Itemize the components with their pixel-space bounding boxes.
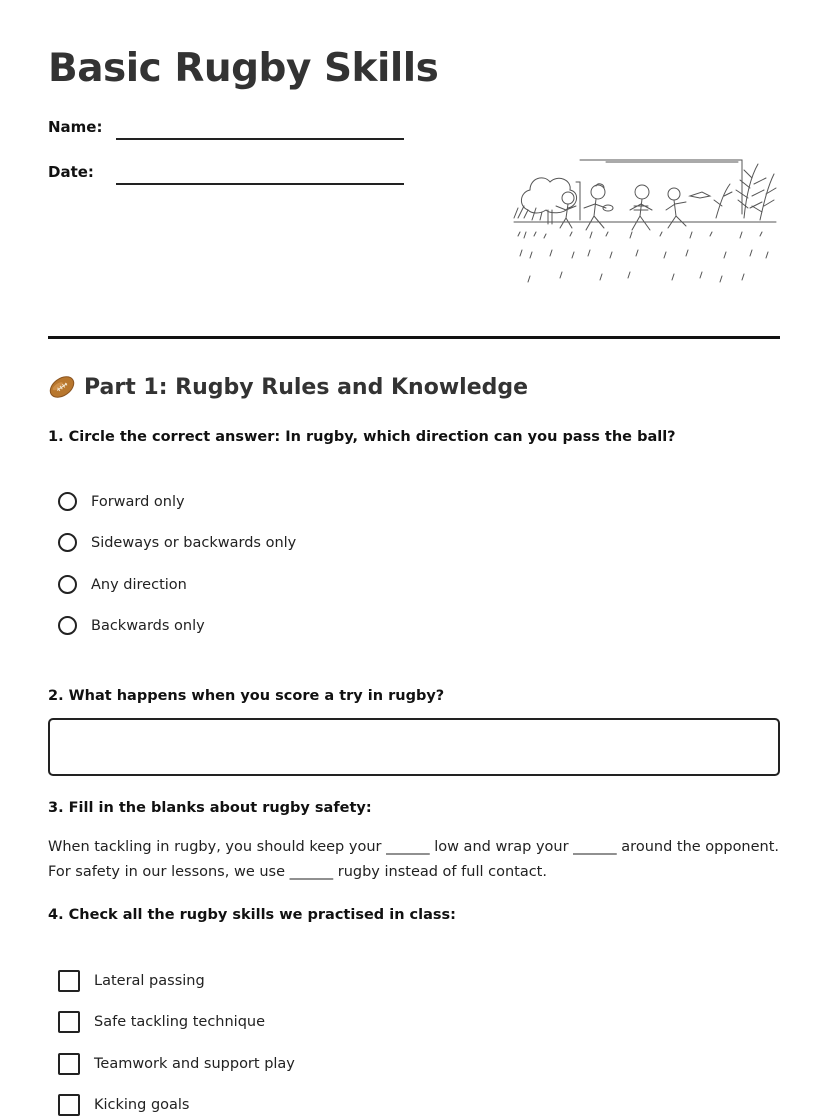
checkbox-icon[interactable]: [58, 1094, 80, 1116]
q1-option-label: Backwards only: [91, 617, 205, 634]
question-4: 4. Check all the rugby skills we practised in class:: [48, 907, 456, 923]
q3-fill-in-paragraph: When tackling in rugby, you should keep your ______ low and wrap your ______ around the opponent. For safety in our lessons, we use ______ rugby instead of full contact.: [48, 839, 780, 880]
checkbox-icon[interactable]: [58, 1011, 80, 1033]
checkbox-icon[interactable]: [58, 970, 80, 992]
q4-option-4[interactable]: [58, 1094, 189, 1116]
section-divider: [48, 336, 780, 339]
date-field[interactable]: [116, 183, 404, 185]
q4-option-label: Teamwork and support play: [94, 1056, 295, 1072]
checkbox-icon[interactable]: [58, 1053, 80, 1075]
q1-option-3[interactable]: [58, 575, 187, 594]
q1-option-1[interactable]: [58, 492, 185, 511]
radio-circle-icon[interactable]: [58, 533, 77, 552]
date-label: Date:: [48, 163, 94, 181]
name-field[interactable]: [116, 138, 404, 140]
q4-option-1[interactable]: [58, 970, 205, 992]
children-playing-rugby-illustration: [510, 148, 782, 296]
q2-answer-box[interactable]: [48, 718, 780, 776]
question-2: 2. What happens when you score a try in rugby?: [48, 688, 445, 704]
radio-circle-icon[interactable]: [58, 492, 77, 511]
radio-circle-icon[interactable]: [58, 575, 77, 594]
question-3: 3. Fill in the blanks about rugby safety:: [48, 800, 372, 816]
rugby-ball-icon: [48, 373, 76, 401]
q1-option-2[interactable]: [58, 533, 296, 552]
q1-option-4[interactable]: [58, 616, 205, 635]
part-1-heading: [48, 373, 528, 401]
q4-option-label: Kicking goals: [94, 1097, 190, 1113]
q1-option-label: Any direction: [91, 576, 187, 593]
q4-option-label: Lateral passing: [94, 973, 205, 989]
q4-option-label: Safe tackling technique: [94, 1014, 266, 1030]
part-1-title: Part 1: Rugby Rules and Knowledge: [84, 374, 529, 400]
q1-option-label: Forward only: [91, 493, 185, 510]
radio-circle-icon[interactable]: [58, 616, 77, 635]
question-1: 1. Circle the correct answer: In rugby, which direction can you pass the ball?: [48, 429, 676, 445]
worksheet-title: Basic Rugby Skills: [48, 46, 439, 91]
q4-option-3[interactable]: [58, 1053, 295, 1075]
q1-option-label: Sideways or backwards only: [91, 534, 297, 551]
name-label: Name:: [48, 118, 103, 136]
q4-option-2[interactable]: [58, 1011, 265, 1033]
